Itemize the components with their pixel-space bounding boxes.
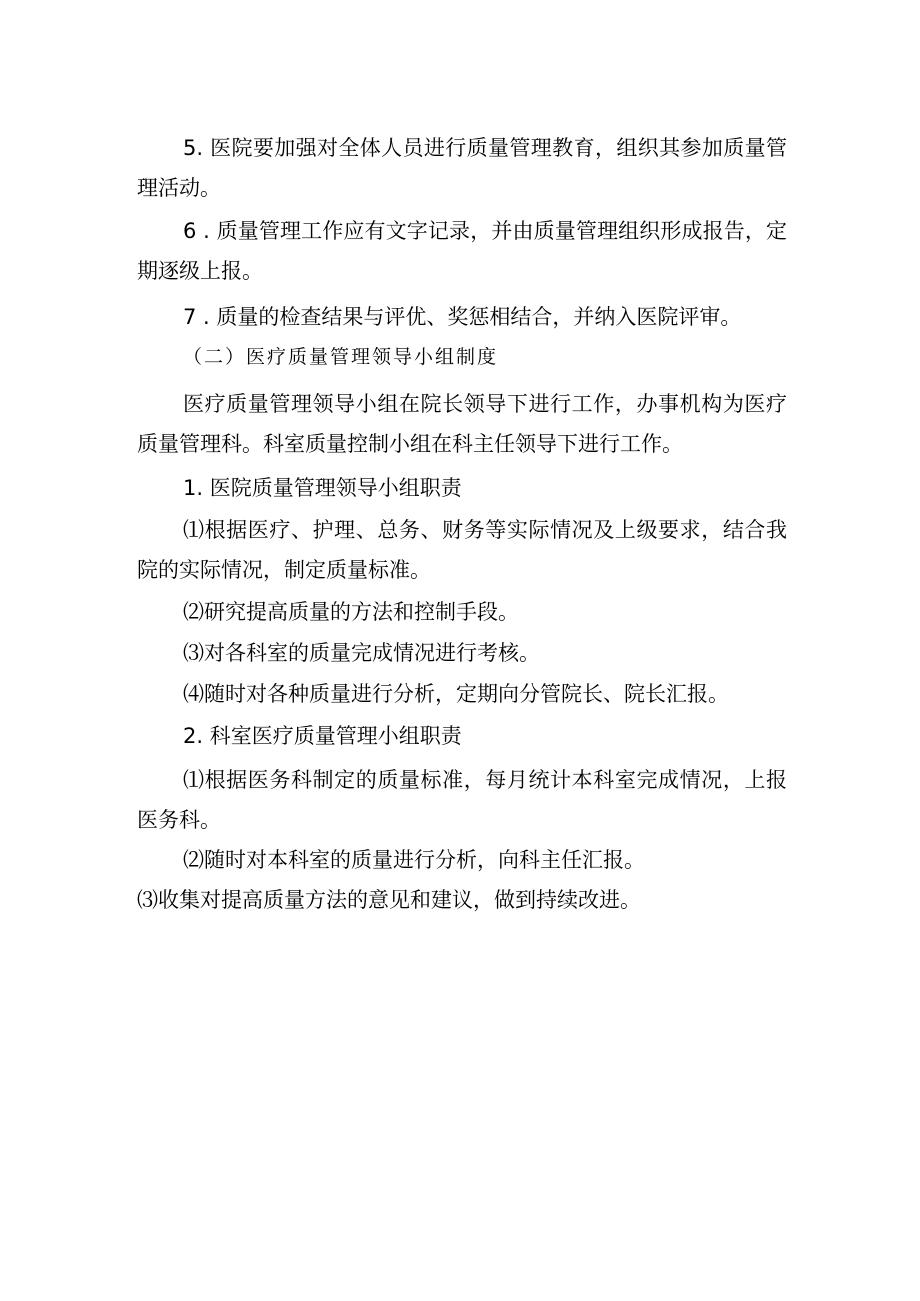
department-duty-1: ⑴根据医务科制定的质量标准，每月统计本科室完成情况，上报医务科。 (137, 768, 787, 832)
hospital-duty-3: ⑶对各科室的质量完成情况进行考核。 (183, 641, 540, 665)
hospital-duty-2: ⑵研究提高质量的方法和控制手段。 (183, 600, 519, 624)
subheading-department-duties: 2. 科室医疗质量管理小组职责 (183, 724, 462, 748)
hospital-duty-1: ⑴根据医疗、护理、总务、财务等实际情况及上级要求，结合我院的实际情况，制定质量标准。 (137, 518, 787, 582)
paragraph-item-5: 5. 医院要加强对全体人员进行质量管理教育，组织其参加质量管理活动。 (137, 136, 787, 200)
department-duty-3: ⑶收集对提高质量方法的意见和建议，做到持续改进。 (137, 888, 641, 912)
department-duty-2: ⑵随时对本科室的质量进行分析，向科主任汇报。 (183, 848, 645, 872)
paragraph-item-6: 6 . 质量管理工作应有文字记录，并由质量管理组织形成报告，定期逐级上报。 (137, 219, 787, 283)
intro-paragraph: 医疗质量管理领导小组在院长领导下进行工作，办事机构为医疗质量管理科。科室质量控制小组在科主任领导下进行工作。 (137, 392, 787, 456)
hospital-duty-4: ⑷随时对各种质量进行分析，定期向分管院长、院长汇报。 (183, 682, 729, 706)
section-heading-2: （二）医疗质量管理领导小组制度 (183, 346, 499, 368)
paragraph-item-7: 7 . 质量的检查结果与评优、奖惩相结合，并纳入医院评审。 (183, 305, 742, 329)
subheading-hospital-duties: 1. 医院质量管理领导小组职责 (183, 476, 462, 500)
